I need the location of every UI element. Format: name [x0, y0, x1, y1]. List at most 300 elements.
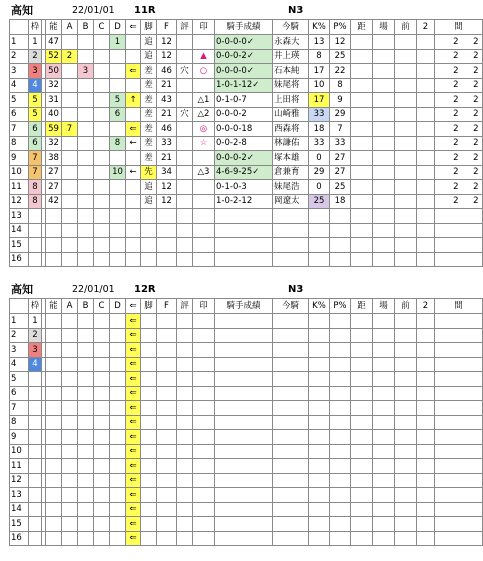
c-cell	[94, 194, 110, 209]
arrow-cell: ⇐	[126, 517, 141, 532]
d-cell	[110, 180, 126, 195]
arrow-cell: ⇐	[126, 328, 141, 343]
table-row	[10, 401, 483, 416]
mark-cell	[193, 78, 215, 93]
d-cell: 10	[110, 165, 126, 180]
arrow-cell: ⇐	[126, 459, 141, 474]
c-cell	[94, 107, 110, 122]
mark-cell	[193, 401, 215, 416]
d-cell	[110, 209, 126, 224]
f-cell: 21	[157, 151, 177, 166]
race-number: 12R	[134, 284, 156, 295]
header-row	[10, 20, 483, 35]
nou-cell	[46, 459, 62, 474]
prev-cell	[395, 209, 417, 224]
race-table-12r	[9, 298, 483, 546]
p-pct-cell	[330, 328, 351, 343]
prev-cell	[395, 343, 417, 358]
c-cell	[94, 209, 110, 224]
waku-cell	[29, 209, 42, 224]
two-cell	[417, 165, 435, 180]
arrow-cell: ⇐	[126, 415, 141, 430]
k-pct-cell	[309, 444, 330, 459]
d-cell: 6	[110, 107, 126, 122]
jockey-cell	[273, 209, 309, 224]
mark-cell: △1	[193, 93, 215, 108]
mark-cell	[193, 194, 215, 209]
header-kyaku: 脚	[141, 299, 157, 314]
jockey-cell	[273, 531, 309, 546]
p-pct-cell: 7	[330, 122, 351, 137]
prev-cell	[395, 314, 417, 329]
header-k-pct: K%	[309, 20, 330, 35]
race-number: 11R	[134, 5, 156, 16]
mark-cell	[193, 238, 215, 253]
two-cell	[417, 473, 435, 488]
two-cell	[417, 459, 435, 474]
dist-cell	[351, 49, 373, 64]
header-prev: 前	[395, 20, 417, 35]
two-cell	[417, 107, 435, 122]
hyo-cell	[177, 343, 193, 358]
c-cell	[94, 252, 110, 267]
interval-cell	[435, 488, 483, 503]
p-pct-cell	[330, 459, 351, 474]
f-cell: 12	[157, 35, 177, 50]
header-k-pct: K%	[309, 299, 330, 314]
dist-cell	[351, 372, 373, 387]
two-cell	[417, 502, 435, 517]
mark-cell	[193, 357, 215, 372]
row-number: 16	[10, 531, 29, 546]
a-cell	[62, 165, 78, 180]
b-cell	[78, 488, 94, 503]
interval-cell	[435, 49, 483, 64]
jockey-cell	[273, 415, 309, 430]
waku-cell: 8	[29, 180, 42, 195]
interval-value-1: 2	[453, 51, 459, 62]
dist-cell	[351, 78, 373, 93]
f-cell: 34	[157, 165, 177, 180]
kyaku-cell	[141, 386, 157, 401]
waku-cell: 6	[29, 136, 42, 151]
waku-cell: 7	[29, 151, 42, 166]
mark-cell: △2	[193, 107, 215, 122]
header-nou: 能	[46, 20, 62, 35]
b-cell	[78, 314, 94, 329]
c-cell	[94, 314, 110, 329]
interval-cell	[435, 517, 483, 532]
header-dist: 距	[351, 20, 373, 35]
row-number: 1	[10, 35, 29, 50]
jockey-record-cell	[215, 343, 273, 358]
p-pct-cell	[330, 502, 351, 517]
waku-cell: 2	[29, 328, 42, 343]
mark-cell: ○	[193, 64, 215, 79]
track-cell	[373, 35, 395, 50]
two-cell	[417, 180, 435, 195]
p-pct-cell	[330, 223, 351, 238]
d-cell	[110, 357, 126, 372]
dist-cell	[351, 209, 373, 224]
waku-cell: 5	[29, 107, 42, 122]
interval-value-2: 2	[473, 181, 479, 192]
interval-cell	[435, 165, 483, 180]
jockey-cell	[273, 357, 309, 372]
k-pct-cell	[309, 314, 330, 329]
race-table-11r	[9, 19, 483, 267]
track-cell	[373, 444, 395, 459]
race-class: N3	[288, 284, 304, 295]
row-number: 14	[10, 223, 29, 238]
hyo-cell	[177, 252, 193, 267]
prev-cell	[395, 531, 417, 546]
prev-cell	[395, 444, 417, 459]
d-cell	[110, 314, 126, 329]
jockey-record-cell: 0-0-0-2	[215, 107, 273, 122]
k-pct-cell	[309, 238, 330, 253]
two-cell	[417, 517, 435, 532]
table-row	[10, 444, 483, 459]
two-cell	[417, 343, 435, 358]
kyaku-cell: 差	[141, 151, 157, 166]
b-cell	[78, 122, 94, 137]
mark-cell	[193, 314, 215, 329]
prev-cell	[395, 194, 417, 209]
dist-cell	[351, 314, 373, 329]
row-number: 9	[10, 151, 29, 166]
kyaku-cell: 追	[141, 49, 157, 64]
row-number: 4	[10, 78, 29, 93]
header-f: F	[157, 299, 177, 314]
interval-value-2: 2	[473, 167, 479, 178]
waku-cell: 2	[29, 49, 42, 64]
waku-cell	[29, 372, 42, 387]
header-f: F	[157, 20, 177, 35]
two-cell	[417, 238, 435, 253]
track-cell	[373, 401, 395, 416]
dist-cell	[351, 93, 373, 108]
two-cell	[417, 328, 435, 343]
k-pct-cell: 25	[309, 194, 330, 209]
c-cell	[94, 502, 110, 517]
f-cell	[157, 386, 177, 401]
jockey-cell	[273, 444, 309, 459]
jockey-record-cell	[215, 531, 273, 546]
p-pct-cell: 25	[330, 180, 351, 195]
a-cell	[62, 401, 78, 416]
f-cell	[157, 252, 177, 267]
waku-cell	[29, 488, 42, 503]
waku-cell: 1	[29, 35, 42, 50]
mark-cell	[193, 531, 215, 546]
c-cell	[94, 223, 110, 238]
nou-cell: 38	[46, 151, 62, 166]
b-cell	[78, 430, 94, 445]
two-cell	[417, 401, 435, 416]
table-row	[10, 531, 483, 546]
interval-cell	[435, 531, 483, 546]
row-number: 12	[10, 194, 29, 209]
p-pct-cell	[330, 238, 351, 253]
dist-cell	[351, 252, 373, 267]
hyo-cell	[177, 93, 193, 108]
header-a: A	[62, 299, 78, 314]
b-cell	[78, 372, 94, 387]
nou-cell	[46, 314, 62, 329]
two-cell	[417, 372, 435, 387]
p-pct-cell: 27	[330, 165, 351, 180]
dist-cell	[351, 502, 373, 517]
interval-value-1: 2	[453, 36, 459, 47]
hyo-cell	[177, 194, 193, 209]
b-cell	[78, 93, 94, 108]
kyaku-cell	[141, 517, 157, 532]
track-cell	[373, 252, 395, 267]
arrow-cell: ↑	[126, 93, 141, 108]
dist-cell	[351, 444, 373, 459]
waku-cell	[29, 238, 42, 253]
p-pct-cell	[330, 372, 351, 387]
hyo-cell	[177, 473, 193, 488]
race-date: 22/01/01	[72, 5, 115, 16]
nou-cell	[46, 252, 62, 267]
jockey-cell	[273, 473, 309, 488]
a-cell	[62, 64, 78, 79]
a-cell	[62, 252, 78, 267]
two-cell	[417, 415, 435, 430]
a-cell	[62, 328, 78, 343]
header-waku: 枠	[29, 299, 42, 314]
two-cell	[417, 488, 435, 503]
b-cell	[78, 223, 94, 238]
waku-cell	[29, 531, 42, 546]
k-pct-cell: 10	[309, 78, 330, 93]
waku-cell	[29, 223, 42, 238]
k-pct-cell	[309, 473, 330, 488]
mark-cell	[193, 252, 215, 267]
waku-cell: 3	[29, 64, 42, 79]
hyo-cell	[177, 35, 193, 50]
hyo-cell	[177, 386, 193, 401]
d-cell	[110, 194, 126, 209]
dist-cell	[351, 430, 373, 445]
k-pct-cell	[309, 459, 330, 474]
hyo-cell	[177, 430, 193, 445]
p-pct-cell: 25	[330, 49, 351, 64]
k-pct-cell	[309, 372, 330, 387]
hyo-cell: 穴	[177, 107, 193, 122]
jockey-record-cell: 0-0-0-2✓	[215, 151, 273, 166]
f-cell	[157, 343, 177, 358]
k-pct-cell: 0	[309, 180, 330, 195]
a-cell	[62, 430, 78, 445]
header-interval: 間	[435, 299, 483, 314]
header-prev: 前	[395, 299, 417, 314]
k-pct-cell	[309, 209, 330, 224]
jockey-record-cell: 0-0-0-2✓	[215, 49, 273, 64]
f-cell	[157, 357, 177, 372]
track-cell	[373, 151, 395, 166]
prev-cell	[395, 223, 417, 238]
interval-cell	[435, 372, 483, 387]
arrow-cell: ⇐	[126, 343, 141, 358]
arrow-cell	[126, 151, 141, 166]
hyo-cell	[177, 531, 193, 546]
jockey-cell	[273, 430, 309, 445]
a-cell	[62, 151, 78, 166]
jockey-cell	[273, 502, 309, 517]
k-pct-cell: 33	[309, 107, 330, 122]
jockey-record-cell: 0-1-0-7	[215, 93, 273, 108]
dist-cell	[351, 415, 373, 430]
jockey-record-cell: 0-0-0-0✓	[215, 64, 273, 79]
table-row	[10, 488, 483, 503]
arrow-cell	[126, 35, 141, 50]
kyaku-cell: 先	[141, 165, 157, 180]
jockey-record-cell	[215, 430, 273, 445]
k-pct-cell	[309, 357, 330, 372]
interval-cell	[435, 209, 483, 224]
table-row	[10, 473, 483, 488]
two-cell	[417, 531, 435, 546]
two-cell	[417, 314, 435, 329]
c-cell	[94, 180, 110, 195]
f-cell	[157, 314, 177, 329]
prev-cell	[395, 502, 417, 517]
c-cell	[94, 136, 110, 151]
b-cell	[78, 328, 94, 343]
a-cell	[62, 372, 78, 387]
venue-title: 高知	[11, 4, 33, 17]
arrow-cell	[126, 223, 141, 238]
track-cell	[373, 64, 395, 79]
jockey-cell: 永森大	[273, 35, 309, 50]
jockey-record-cell	[215, 238, 273, 253]
d-cell	[110, 343, 126, 358]
dist-cell	[351, 194, 373, 209]
interval-cell	[435, 35, 483, 50]
interval-cell	[435, 252, 483, 267]
f-cell	[157, 372, 177, 387]
track-cell	[373, 488, 395, 503]
hyo-cell	[177, 459, 193, 474]
k-pct-cell: 17	[309, 64, 330, 79]
nou-cell	[46, 444, 62, 459]
two-cell	[417, 209, 435, 224]
table-row	[10, 517, 483, 532]
header-mark: 印	[193, 20, 215, 35]
arrow-cell	[126, 252, 141, 267]
interval-value-2: 2	[473, 65, 479, 76]
dist-cell	[351, 473, 373, 488]
prev-cell	[395, 459, 417, 474]
p-pct-cell	[330, 430, 351, 445]
b-cell	[78, 107, 94, 122]
interval-cell	[435, 357, 483, 372]
dist-cell	[351, 488, 373, 503]
k-pct-cell	[309, 430, 330, 445]
header-nou: 能	[46, 299, 62, 314]
jockey-cell: 山崎雅	[273, 107, 309, 122]
f-cell: 12	[157, 49, 177, 64]
p-pct-cell	[330, 357, 351, 372]
header-row	[10, 299, 483, 314]
kyaku-cell	[141, 401, 157, 416]
k-pct-cell	[309, 401, 330, 416]
waku-cell: 5	[29, 93, 42, 108]
jockey-record-cell: 0-0-2-8	[215, 136, 273, 151]
kyaku-cell: 差	[141, 107, 157, 122]
nou-cell: 42	[46, 194, 62, 209]
f-cell: 21	[157, 107, 177, 122]
b-cell	[78, 444, 94, 459]
f-cell: 43	[157, 93, 177, 108]
row-number: 16	[10, 252, 29, 267]
b-cell	[78, 238, 94, 253]
jockey-cell: 岡遼太	[273, 194, 309, 209]
kyaku-cell	[141, 488, 157, 503]
interval-cell	[435, 459, 483, 474]
k-pct-cell	[309, 328, 330, 343]
interval-cell	[435, 238, 483, 253]
header-a: A	[62, 20, 78, 35]
jockey-cell: 倉兼育	[273, 165, 309, 180]
arrow-cell	[126, 107, 141, 122]
d-cell	[110, 386, 126, 401]
f-cell: 46	[157, 122, 177, 137]
dist-cell	[351, 238, 373, 253]
nou-cell	[46, 357, 62, 372]
p-pct-cell	[330, 415, 351, 430]
arrow-cell: ⇐	[126, 401, 141, 416]
prev-cell	[395, 517, 417, 532]
jockey-record-cell	[215, 459, 273, 474]
b-cell	[78, 136, 94, 151]
table-row	[10, 386, 483, 401]
table-row	[10, 430, 483, 445]
interval-value-2: 2	[473, 94, 479, 105]
b-cell	[78, 194, 94, 209]
table-row	[10, 415, 483, 430]
row-number: 15	[10, 517, 29, 532]
p-pct-cell	[330, 343, 351, 358]
k-pct-cell: 13	[309, 35, 330, 50]
arrow-cell	[126, 194, 141, 209]
table-row	[10, 502, 483, 517]
hyo-cell	[177, 238, 193, 253]
table-row	[10, 357, 483, 372]
b-cell	[78, 180, 94, 195]
mark-cell	[193, 372, 215, 387]
interval-value-2: 2	[473, 109, 479, 120]
a-cell	[62, 517, 78, 532]
p-pct-cell: 33	[330, 136, 351, 151]
c-cell	[94, 517, 110, 532]
hyo-cell	[177, 328, 193, 343]
b-cell	[78, 343, 94, 358]
table-row	[10, 252, 483, 267]
jockey-record-cell: 1-0-2-12	[215, 194, 273, 209]
nou-cell: 59	[46, 122, 62, 137]
interval-value-1: 2	[453, 123, 459, 134]
row-number: 5	[10, 372, 29, 387]
c-cell	[94, 49, 110, 64]
b-cell	[78, 502, 94, 517]
b-cell	[78, 165, 94, 180]
nou-cell	[46, 430, 62, 445]
race-date: 22/01/01	[72, 284, 115, 295]
